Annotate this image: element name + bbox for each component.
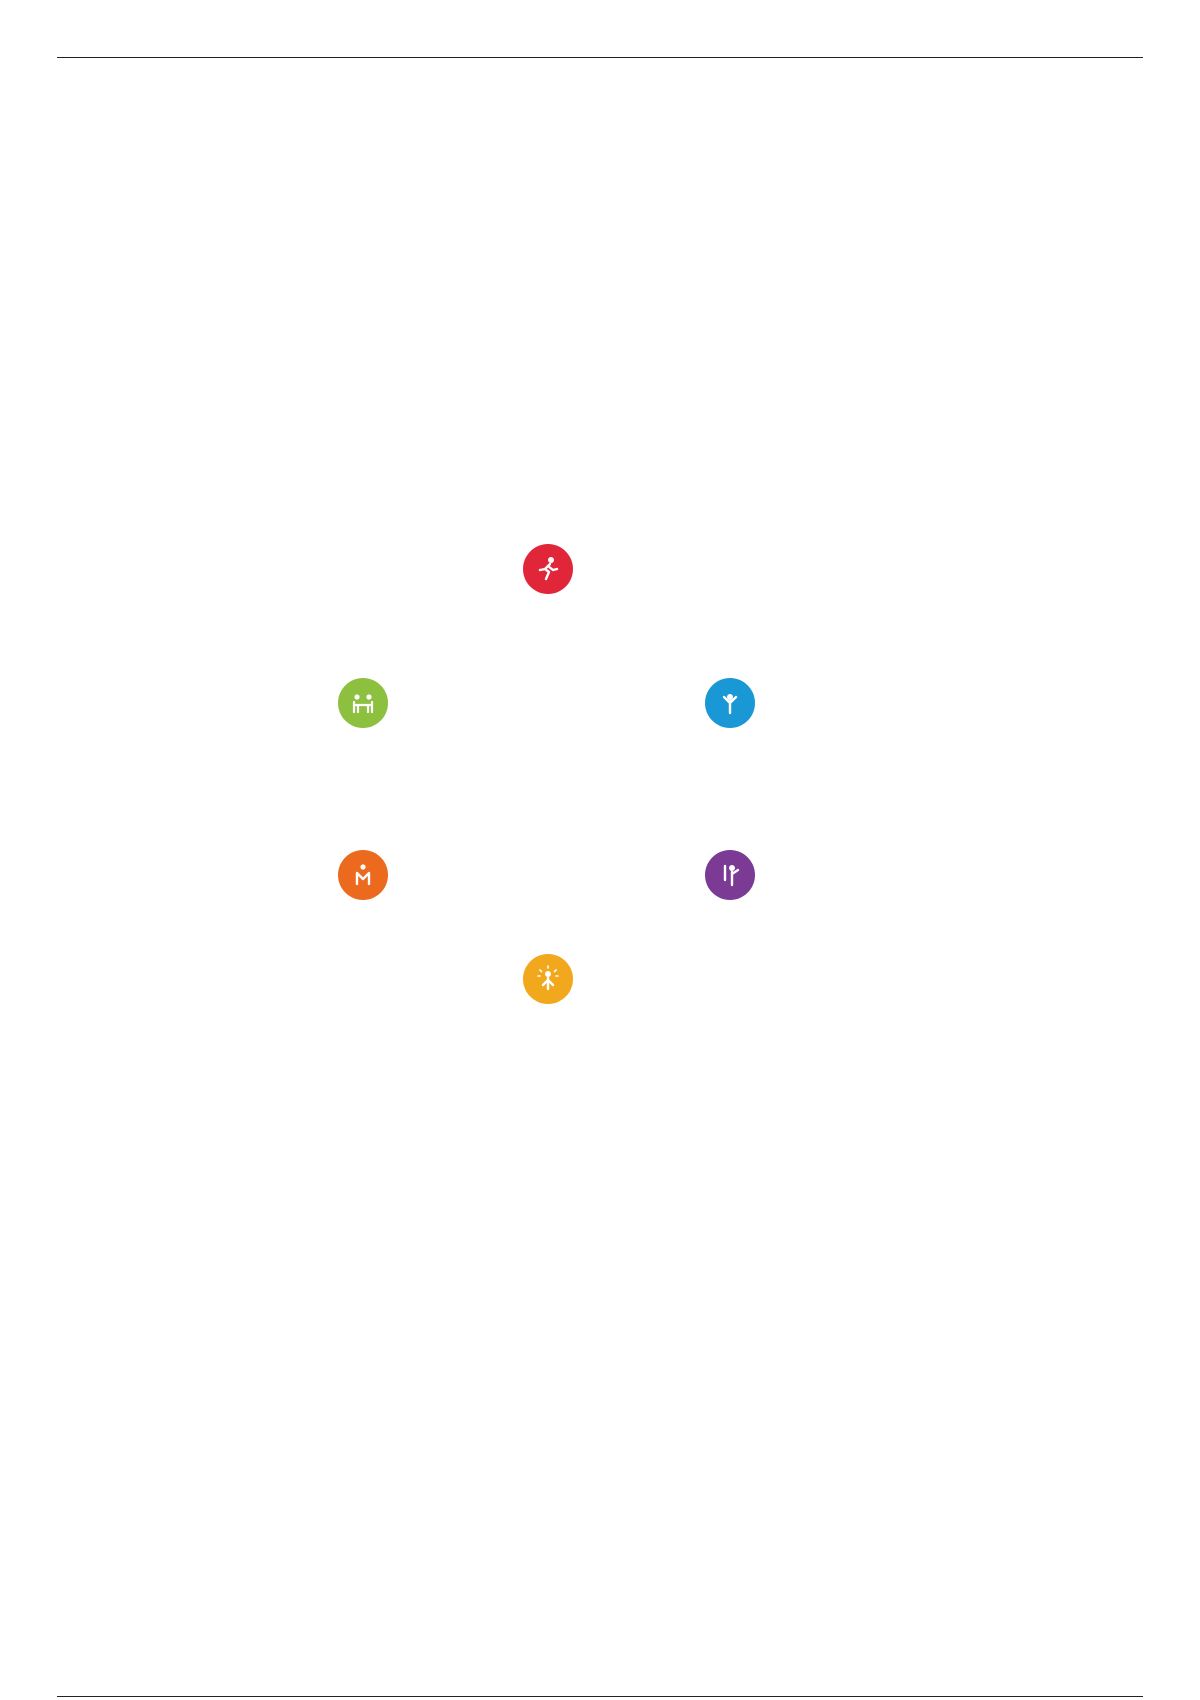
- pillar-kwaliteit-van-leven: [480, 954, 615, 1009]
- pillar-mentaal-welbevinden: [680, 678, 780, 733]
- person-arms-up-icon: [705, 678, 755, 728]
- header-rule: [57, 57, 1143, 58]
- spider-web-diagram: [400, 625, 690, 945]
- pillar-dagelijks-functioneren: [313, 678, 413, 733]
- pillar-meedoen: [318, 850, 408, 905]
- person-reaching-icon: [705, 850, 755, 900]
- people-table-icon: [338, 678, 388, 728]
- person-sun-icon: [523, 954, 573, 1004]
- group-people-icon: [338, 850, 388, 900]
- running-figure-icon: [523, 544, 573, 594]
- footer-rule: [57, 1696, 1143, 1697]
- qr-code: [895, 518, 963, 636]
- pillar-lichaamsfuncties: [488, 544, 608, 599]
- pillar-zingeving: [680, 850, 780, 905]
